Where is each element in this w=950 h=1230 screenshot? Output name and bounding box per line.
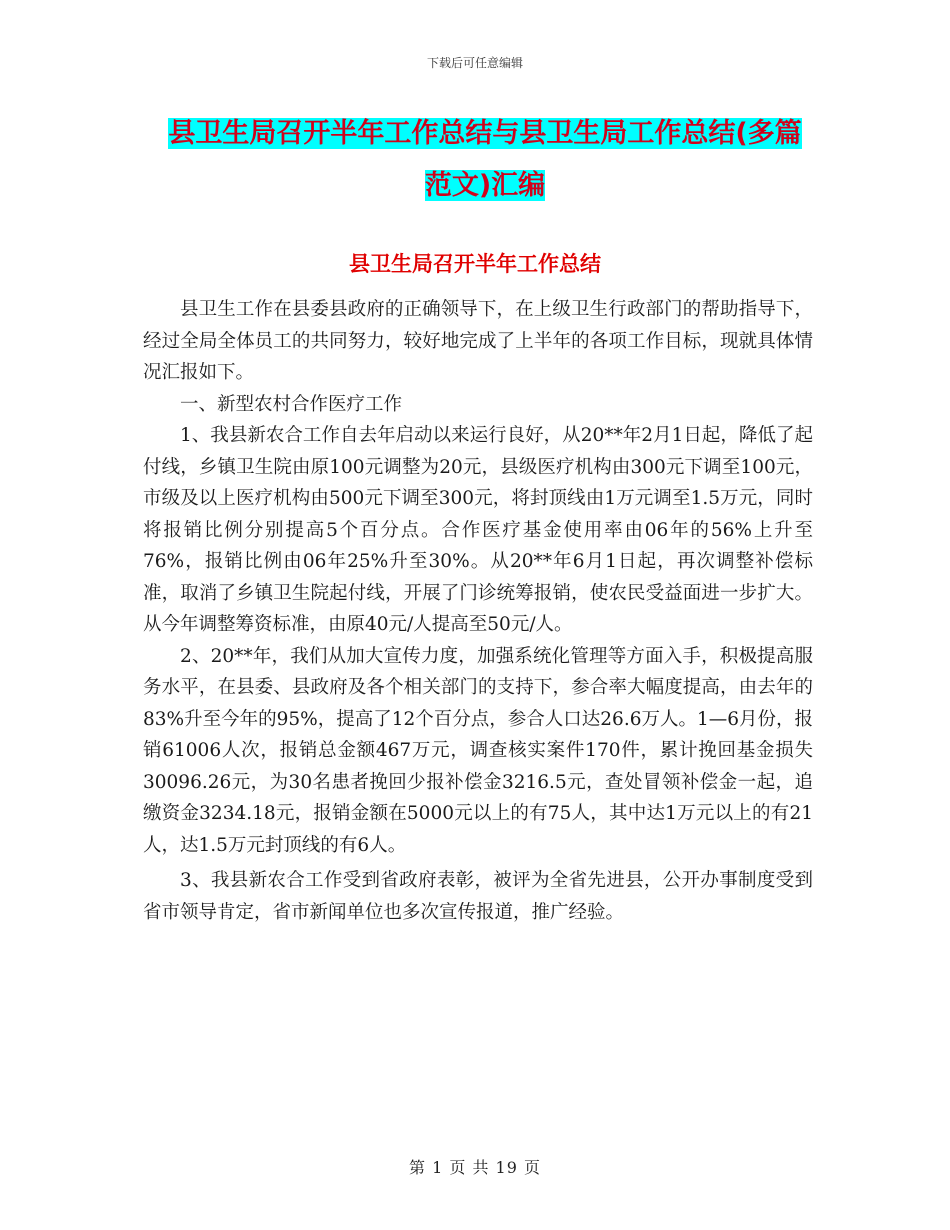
section-title: 县卫生局召开半年工作总结 bbox=[349, 252, 601, 276]
document-body bbox=[143, 294, 813, 928]
header-note: 下载后可任意编辑 bbox=[426, 56, 523, 70]
page-footer: 第 1 页 共 19 页 bbox=[409, 1158, 541, 1177]
paragraph-item-3: 3、我县新农合工作受到省政府表彰，被评为全省先进县，公开办事制度受到省市领导肯定，省市新闻单位也多次宣传报道，推广经验。 bbox=[143, 870, 813, 923]
document-title-line-1: 县卫生局召开半年工作总结与县卫生局工作总结(多篇 bbox=[168, 118, 802, 149]
document-title-line-2: 范文)汇编 bbox=[424, 170, 546, 201]
paragraph-intro: 县卫生工作在县委县政府的正确领导下，在上级卫生行政部门的帮助指导下，经过全局全体员工的共同努力，较好地完成了上半年的各项工作目标，现就具体情况汇报如下。 bbox=[143, 299, 813, 383]
paragraph-heading-1: 一、新型农村合作医疗工作 bbox=[180, 393, 403, 415]
paragraph-item-1: 1、我县新农合工作自去年启动以来运行良好，从20**年2月1日起，降低了起付线，乡镇卫生院由原100元调整为20元，县级医疗机构由300元下调至100元，市级及以上医疗机构由500元下调至300元，将封顶线由1万元调至1.5万元，同时将报销比例分别提高5个百分点。合作医疗基金使用率由06年的56%上升至76%，报销比例由06年25%升至30%。从20**年6月1日起，再次调整补偿标准，取消了乡镇卫生院起付线，开展了门诊统筹报销，使农民受益面进一步扩大。从今年调整筹资标准，由原40元/人提高至50元/人。 bbox=[143, 425, 813, 635]
document-title bbox=[140, 108, 830, 212]
paragraph-item-2: 2、20**年，我们从加大宣传力度，加强系统化管理等方面入手，积极提高服务水平，在县委、县政府及各个相关部门的支持下，参合率大幅度提高，由去年的83%升至今年的95%，提高了12个百分点，参合人口达26.6万人。1—6月份，报销61006人次，报销总金额467万元，调查核实案件170件，累计挽回基金损失30096.26元，为30名患者挽回少报补偿金3216.5元，查处冒领补偿金一起，追缴资金3234.18元，报销金额在5000元以上的有75人，其中达1万元以上的有21人，达1.5万元封顶线的有6人。 bbox=[143, 645, 814, 856]
